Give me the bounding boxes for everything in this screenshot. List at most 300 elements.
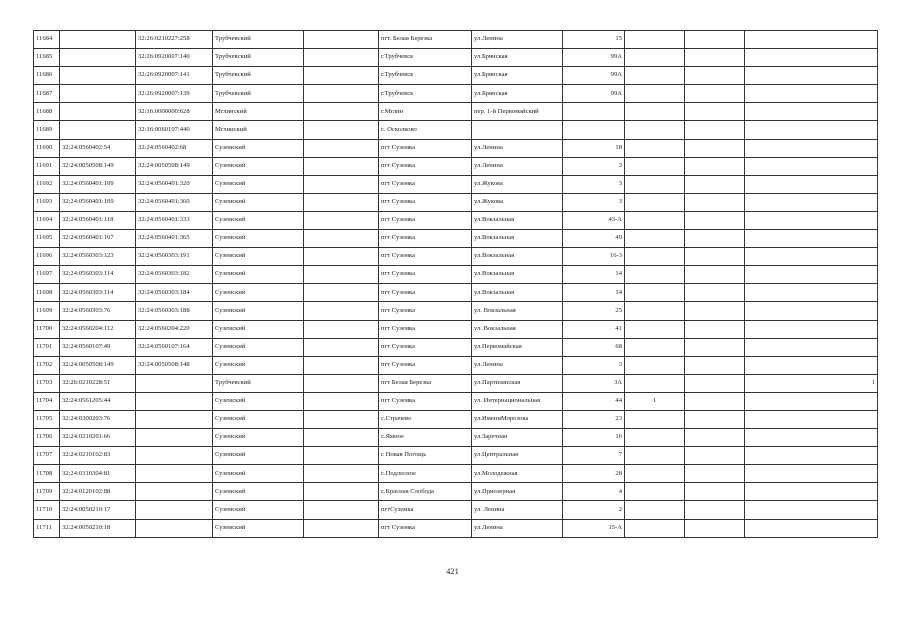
cell-house-number: 3 (563, 356, 625, 374)
cell-street: ул.Брянская (472, 85, 563, 103)
table-row (34, 320, 878, 338)
cell-district: Суземский (213, 230, 304, 248)
table-row (34, 67, 878, 85)
cell-row-number: 11701 (34, 338, 60, 356)
table-row (34, 121, 878, 139)
cell-extra-col-2 (685, 85, 745, 103)
cell-district: Суземский (213, 501, 304, 519)
cell-row-number: 11707 (34, 447, 60, 465)
cell-row-number: 11687 (34, 85, 60, 103)
cell-extra-col-2 (685, 483, 745, 501)
cell-extra-col-1 (625, 374, 685, 392)
cell-settlement-type (304, 49, 379, 67)
cell-house-number: 14 (563, 284, 625, 302)
cell-cadastral-number: 32:24:0300203:76 (60, 410, 136, 428)
cell-building-cadastral-number: 32:24:0560204:220 (136, 320, 213, 338)
cell-row-number: 11691 (34, 157, 60, 175)
cell-building-cadastral-number: 32:24:0560303:182 (136, 266, 213, 284)
cell-row-number: 11696 (34, 248, 60, 266)
table-row (34, 49, 878, 67)
cell-extra-col-1 (625, 338, 685, 356)
cell-extra-col-2 (685, 429, 745, 447)
cell-building-cadastral-number: 32:16:0000000:628 (136, 103, 213, 121)
cell-extra-col-1 (625, 356, 685, 374)
table-row (34, 266, 878, 284)
cell-cadastral-number: 32:24:0561205:44 (60, 392, 136, 410)
cell-locality: пгт Суземка (379, 175, 472, 193)
cell-building-cadastral-number (136, 519, 213, 537)
cell-street: ул.Заречная (472, 429, 563, 447)
cell-extra-col-1 (625, 266, 685, 284)
cell-house-number: 3 (563, 193, 625, 211)
cell-district: Трубчевский (213, 49, 304, 67)
table-row (34, 465, 878, 483)
table-row (34, 410, 878, 428)
cell-district: Суземский (213, 302, 304, 320)
cell-extra-col-2 (685, 193, 745, 211)
cell-street: пер. 1-й Первомайский (472, 103, 563, 121)
cell-settlement-type (304, 175, 379, 193)
cell-building-cadastral-number: 32:24:0560303:184 (136, 284, 213, 302)
cell-settlement-type (304, 465, 379, 483)
cell-street: ул.Брянская (472, 49, 563, 67)
cell-building-cadastral-number: 32:24:0560303:188 (136, 302, 213, 320)
table-row (34, 338, 878, 356)
cell-settlement-type (304, 519, 379, 537)
cell-house-number: 99А (563, 85, 625, 103)
cell-house-number: 23 (563, 410, 625, 428)
cell-extra-col-3 (745, 85, 878, 103)
table-row (34, 85, 878, 103)
cell-district: Суземский (213, 248, 304, 266)
cell-extra-col-3 (745, 429, 878, 447)
cell-locality: пгт Суземка (379, 230, 472, 248)
cell-extra-col-1 (625, 320, 685, 338)
cell-house-number: 43-А (563, 211, 625, 229)
table-row (34, 429, 878, 447)
cell-locality: пгт Суземка (379, 139, 472, 157)
cell-street: ул.Вокзальная (472, 266, 563, 284)
cell-settlement-type (304, 230, 379, 248)
cell-extra-col-1 (625, 49, 685, 67)
cell-settlement-type (304, 447, 379, 465)
cell-row-number: 11698 (34, 284, 60, 302)
table-row (34, 374, 878, 392)
cell-extra-col-2 (685, 465, 745, 483)
cell-settlement-type (304, 320, 379, 338)
cell-district: Суземский (213, 175, 304, 193)
cell-building-cadastral-number: 32:24:0050508:149 (136, 157, 213, 175)
cell-building-cadastral-number: 32:26:0920007:139 (136, 85, 213, 103)
cell-building-cadastral-number (136, 392, 213, 410)
cell-cadastral-number: 32:24:0560204:112 (60, 320, 136, 338)
cell-row-number: 11699 (34, 302, 60, 320)
cell-locality: пгт Суземка (379, 519, 472, 537)
cell-settlement-type (304, 157, 379, 175)
table-row (34, 392, 878, 410)
cell-building-cadastral-number: 32:24:0560401:360 (136, 193, 213, 211)
cell-extra-col-2 (685, 121, 745, 139)
cell-row-number: 11700 (34, 320, 60, 338)
cell-row-number: 11705 (34, 410, 60, 428)
table-row (34, 230, 878, 248)
cell-house-number: 16 (563, 429, 625, 447)
cell-row-number: 11695 (34, 230, 60, 248)
cell-settlement-type (304, 284, 379, 302)
cell-house-number: 99А (563, 67, 625, 85)
cell-settlement-type (304, 302, 379, 320)
cell-locality: пгт. Белая Березка (379, 31, 472, 49)
cell-street (472, 121, 563, 139)
cell-extra-col-3 (745, 49, 878, 67)
cell-extra-col-1 (625, 465, 685, 483)
cell-street: ул.Брянская (472, 67, 563, 85)
table-row (34, 248, 878, 266)
cell-district: Суземский (213, 519, 304, 537)
cell-cadastral-number: 32:24:0560303:76 (60, 302, 136, 320)
cell-district: Мглинский (213, 121, 304, 139)
cell-extra-col-1 (625, 175, 685, 193)
cell-settlement-type (304, 211, 379, 229)
cell-settlement-type (304, 429, 379, 447)
cell-row-number: 11684 (34, 31, 60, 49)
cell-extra-col-3 (745, 320, 878, 338)
cell-house-number: 25 (563, 302, 625, 320)
cell-district: Суземский (213, 410, 304, 428)
cell-extra-col-2 (685, 266, 745, 284)
cell-locality: пгт Белая Березка (379, 374, 472, 392)
cell-house-number: 49 (563, 230, 625, 248)
cell-district: Суземский (213, 392, 304, 410)
cell-cadastral-number: 32:24:0560303:114 (60, 266, 136, 284)
cell-district: Суземский (213, 211, 304, 229)
cell-district: Суземский (213, 320, 304, 338)
cell-extra-col-2 (685, 284, 745, 302)
cell-settlement-type (304, 374, 379, 392)
cell-cadastral-number: 32:24:0560303:114 (60, 284, 136, 302)
cell-house-number: 3 (563, 175, 625, 193)
cell-locality: пгт Суземка (379, 266, 472, 284)
cell-row-number: 11692 (34, 175, 60, 193)
cell-row-number: 11688 (34, 103, 60, 121)
cell-street: ул. Вокзальная (472, 320, 563, 338)
cell-extra-col-2 (685, 447, 745, 465)
cell-extra-col-1 (625, 483, 685, 501)
cell-extra-col-3 (745, 157, 878, 175)
table-row (34, 284, 878, 302)
cell-row-number: 11697 (34, 266, 60, 284)
cell-street: ул.Центральная (472, 447, 563, 465)
cell-locality: г.Трубчевск (379, 49, 472, 67)
cell-house-number: 2 (563, 501, 625, 519)
cell-extra-col-3 (745, 230, 878, 248)
cell-cadastral-number: 32:24:0560401:109 (60, 175, 136, 193)
cell-district: Суземский (213, 284, 304, 302)
cell-cadastral-number: 32:24:0050508:149 (60, 356, 136, 374)
cell-district: Суземский (213, 266, 304, 284)
cell-settlement-type (304, 67, 379, 85)
cell-row-number: 11702 (34, 356, 60, 374)
cell-street: ул. Вокзальная (472, 302, 563, 320)
table-row (34, 175, 878, 193)
cell-cadastral-number: 32:24:0560402:54 (60, 139, 136, 157)
cell-extra-col-1: 1 (625, 392, 685, 410)
cell-cadastral-number: 32:26:0210228:51 (60, 374, 136, 392)
cell-row-number: 11704 (34, 392, 60, 410)
cell-extra-col-1 (625, 103, 685, 121)
cell-extra-col-3 (745, 447, 878, 465)
cell-extra-col-3 (745, 483, 878, 501)
cell-row-number: 11693 (34, 193, 60, 211)
cell-extra-col-3 (745, 121, 878, 139)
cell-street: ул.Жукова (472, 175, 563, 193)
table-row (34, 447, 878, 465)
table-row (34, 103, 878, 121)
cell-extra-col-2 (685, 356, 745, 374)
cell-locality: пгт Суземка (379, 338, 472, 356)
cell-house-number: 18 (563, 139, 625, 157)
cell-cadastral-number: 32:24:0210102:83 (60, 447, 136, 465)
cell-extra-col-1 (625, 410, 685, 428)
cell-house-number: 99А (563, 49, 625, 67)
cell-row-number: 11709 (34, 483, 60, 501)
cell-locality: с.Красная Слобода (379, 483, 472, 501)
cell-locality: г.Трубчевск (379, 67, 472, 85)
cell-building-cadastral-number: 32:24:0560401:320 (136, 175, 213, 193)
cell-cadastral-number (60, 31, 136, 49)
cell-building-cadastral-number: 32:26:0920007:141 (136, 67, 213, 85)
cell-street: ул.Жукова (472, 193, 563, 211)
cell-street: ул.Вокзальная (472, 284, 563, 302)
cell-settlement-type (304, 338, 379, 356)
cell-street: ул.Молодежная (472, 465, 563, 483)
cell-building-cadastral-number: 32:24:0560107:164 (136, 338, 213, 356)
cell-building-cadastral-number: 32:24:0560401:333 (136, 211, 213, 229)
cell-cadastral-number (60, 85, 136, 103)
table-row (34, 519, 878, 537)
cell-extra-col-1 (625, 447, 685, 465)
cell-settlement-type (304, 266, 379, 284)
cell-street: ул.Вокзальная (472, 230, 563, 248)
table-row (34, 193, 878, 211)
cell-street: ул. Интернациональная (472, 392, 563, 410)
cell-row-number: 11703 (34, 374, 60, 392)
cell-extra-col-2 (685, 392, 745, 410)
cell-extra-col-1 (625, 429, 685, 447)
cell-settlement-type (304, 483, 379, 501)
cell-extra-col-3 (745, 139, 878, 157)
cell-settlement-type (304, 356, 379, 374)
cell-extra-col-2 (685, 230, 745, 248)
cell-district: Суземский (213, 356, 304, 374)
cell-extra-col-2 (685, 31, 745, 49)
cell-locality: пгт Суземка (379, 392, 472, 410)
cell-extra-col-1 (625, 248, 685, 266)
cell-locality: пгт Суземка (379, 320, 472, 338)
cell-building-cadastral-number: 32:26:0920007:140 (136, 49, 213, 67)
cell-extra-col-3 (745, 175, 878, 193)
cell-locality: пгтСуземка (379, 501, 472, 519)
cell-extra-col-3 (745, 266, 878, 284)
cell-district: Суземский (213, 338, 304, 356)
cell-district: Мглинский (213, 103, 304, 121)
cell-locality: пгт Суземка (379, 193, 472, 211)
cell-extra-col-3 (745, 67, 878, 85)
cell-row-number: 11706 (34, 429, 60, 447)
cell-extra-col-3 (745, 338, 878, 356)
cell-locality: пгт Суземка (379, 157, 472, 175)
cell-street: ул.Приозерная (472, 483, 563, 501)
cell-street: ул.Партизанская (472, 374, 563, 392)
cell-extra-col-3 (745, 248, 878, 266)
cell-house-number: 14 (563, 266, 625, 284)
cell-extra-col-3: 1 (745, 374, 878, 392)
cell-extra-col-2 (685, 67, 745, 85)
page-number: 421 (446, 566, 459, 576)
cell-cadastral-number: 32:24:0560401:109 (60, 193, 136, 211)
cell-extra-col-1 (625, 501, 685, 519)
cell-extra-col-2 (685, 103, 745, 121)
cell-locality: пгт Суземка (379, 302, 472, 320)
cell-locality: пгт Суземка (379, 211, 472, 229)
cell-settlement-type (304, 392, 379, 410)
cell-extra-col-1 (625, 193, 685, 211)
cell-extra-col-3 (745, 193, 878, 211)
cell-settlement-type (304, 85, 379, 103)
cell-cadastral-number (60, 49, 136, 67)
cell-cadastral-number: 32:24:0560401:118 (60, 211, 136, 229)
cell-row-number: 11694 (34, 211, 60, 229)
cell-house-number: 28 (563, 465, 625, 483)
cell-district: Трубчевский (213, 67, 304, 85)
cell-settlement-type (304, 501, 379, 519)
cell-house-number: 16-3 (563, 248, 625, 266)
cell-locality: г.Трубчевск (379, 85, 472, 103)
cell-locality: с.Подлесное (379, 465, 472, 483)
cell-extra-col-2 (685, 501, 745, 519)
cell-house-number: 68 (563, 338, 625, 356)
cell-extra-col-1 (625, 284, 685, 302)
cell-district: Трубчевский (213, 85, 304, 103)
cell-row-number: 11686 (34, 67, 60, 85)
cell-building-cadastral-number (136, 410, 213, 428)
table-row (34, 483, 878, 501)
cell-locality: с Новая Погощь (379, 447, 472, 465)
cell-house-number (563, 121, 625, 139)
cell-house-number: 41 (563, 320, 625, 338)
table-row (34, 31, 878, 49)
cell-extra-col-1 (625, 157, 685, 175)
cell-cadastral-number: 32:24:0050210:17 (60, 501, 136, 519)
cell-district: Суземский (213, 447, 304, 465)
cell-settlement-type (304, 103, 379, 121)
cell-extra-col-2 (685, 139, 745, 157)
cell-extra-col-1 (625, 85, 685, 103)
cell-extra-col-1 (625, 139, 685, 157)
cell-extra-col-1 (625, 121, 685, 139)
cell-extra-col-3 (745, 31, 878, 49)
cell-settlement-type (304, 248, 379, 266)
cell-building-cadastral-number: 32:24:0560402:68 (136, 139, 213, 157)
cell-district: Трубчевский (213, 31, 304, 49)
cell-extra-col-2 (685, 338, 745, 356)
cell-district: Трубчевский (213, 374, 304, 392)
cell-street: ул. Ленина (472, 501, 563, 519)
cell-cadastral-number: 32:24:0560401:107 (60, 230, 136, 248)
cell-street: ул.Вокзальная (472, 211, 563, 229)
cell-extra-col-3 (745, 410, 878, 428)
cell-street: ул.Первомайская (472, 338, 563, 356)
cell-extra-col-2 (685, 302, 745, 320)
cell-row-number: 11690 (34, 139, 60, 157)
cell-district: Суземский (213, 465, 304, 483)
cell-cadastral-number: 32:24:0310304:81 (60, 465, 136, 483)
cell-house-number: 4 (563, 483, 625, 501)
cell-extra-col-3 (745, 103, 878, 121)
cell-house-number: 15-А (563, 519, 625, 537)
cell-cadastral-number (60, 67, 136, 85)
cell-building-cadastral-number (136, 501, 213, 519)
cell-locality: пгт Суземка (379, 248, 472, 266)
cell-locality: с.Ямное (379, 429, 472, 447)
cell-building-cadastral-number: 32:26:0210227:258 (136, 31, 213, 49)
cell-district: Суземский (213, 139, 304, 157)
cell-building-cadastral-number: 32:24:0560401:365 (136, 230, 213, 248)
cell-street: ул.Ленина (472, 356, 563, 374)
cell-row-number: 11689 (34, 121, 60, 139)
cell-extra-col-2 (685, 410, 745, 428)
cell-building-cadastral-number: 32:24:0050508:148 (136, 356, 213, 374)
cell-extra-col-3 (745, 465, 878, 483)
cell-locality: с.Страчево (379, 410, 472, 428)
table-row (34, 211, 878, 229)
cell-row-number: 11685 (34, 49, 60, 67)
table-body (34, 31, 878, 538)
cell-extra-col-1 (625, 211, 685, 229)
cell-house-number: 44 (563, 392, 625, 410)
cell-cadastral-number (60, 121, 136, 139)
cell-locality: г.Мглин (379, 103, 472, 121)
table-row (34, 157, 878, 175)
cell-extra-col-3 (745, 302, 878, 320)
cell-district: Суземский (213, 429, 304, 447)
cell-extra-col-2 (685, 49, 745, 67)
cell-cadastral-number: 32:24:0120102:88 (60, 483, 136, 501)
registry-table (33, 30, 878, 538)
cell-row-number: 11711 (34, 519, 60, 537)
cell-settlement-type (304, 410, 379, 428)
cell-extra-col-3 (745, 356, 878, 374)
cell-cadastral-number (60, 103, 136, 121)
cell-extra-col-3 (745, 519, 878, 537)
cell-row-number: 11708 (34, 465, 60, 483)
cell-extra-col-2 (685, 175, 745, 193)
cell-building-cadastral-number (136, 447, 213, 465)
cell-cadastral-number: 32:24:0560303:123 (60, 248, 136, 266)
cell-district: Суземский (213, 157, 304, 175)
cell-settlement-type (304, 31, 379, 49)
cell-extra-col-1 (625, 67, 685, 85)
cell-row-number: 11710 (34, 501, 60, 519)
cell-locality: пгт Суземка (379, 356, 472, 374)
cell-extra-col-1 (625, 519, 685, 537)
cell-extra-col-2 (685, 519, 745, 537)
cell-cadastral-number: 32:24:0050210:18 (60, 519, 136, 537)
cell-street: ул.ИмениМорозова (472, 410, 563, 428)
cell-extra-col-1 (625, 230, 685, 248)
cell-extra-col-2 (685, 374, 745, 392)
cell-cadastral-number: 32:24:0210201:66 (60, 429, 136, 447)
